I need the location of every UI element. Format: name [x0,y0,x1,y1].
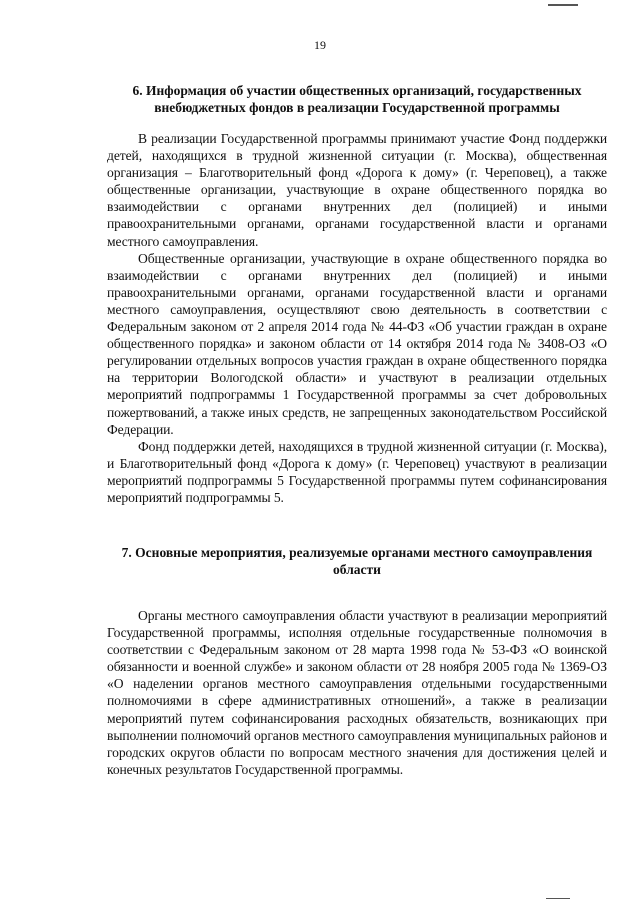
page-number: 19 [314,38,326,52]
section-6-heading: 6. Информация об участии общественных организаций, государственных внебюджетных фондов в реализации Государственной программы [132,83,582,115]
section-7 [107,544,607,778]
section-6-paragraph-2: Общественные организации, участвующие в охране общественного порядка во взаимодействии с органами внутренних дел (полицией) и иными правоохранительными органами, органами государственной власти и органами местного самоуправления, осуществляют свою деятельность в соответствии с Федеральным законом от 2 апреля 2014 года № 44-ФЗ «Об участии граждан в охране общественного порядка» и законом области от 14 октября 2014 года № 3408-ОЗ «О регулировании отдельных вопросов участия граждан в охране общественного порядка на территории Вологодской области» и участвуют в реализации отдельных мероприятий подпрограммы 1 Государственной программы за счет добровольных пожертвований, а также иных средств, не запрещенных законодательством Российской Федерации. [107,250,607,437]
scan-artifact-top [548,4,578,6]
scan-artifact-bottom [546,898,570,900]
section-6-paragraph-3: Фонд поддержки детей, находящихся в трудной жизненной ситуации (г. Москва), и Благотворительный фонд «Дорога к дому» (г. Череповец) участвуют в реализации мероприятий подпрограммы 5 Государственной программы путем софинансирования мероприятий подпрограммы 5. [107,438,607,505]
section-7-paragraph-1: Органы местного самоуправления области участвуют в реализации мероприятий Государственной программы, исполняя отдельные государственные полномочия в соответствии с Федеральным законом от 28 марта 1998 года № 53-ФЗ «О воинской обязанности и военной службе» и законом области от 28 ноября 2005 года № 1369-ОЗ «О наделении органов местного самоуправления отдельными государственными полномочиями в сфере административных отношений», а также в реализации мероприятий путем софинансирования расходных обязательств, возникающих при выполнении полномочий органов местного самоуправления муниципальных районов и городских округов области по вопросам местного значения для достижения целей и конечных результатов Государственной программы. [107,608,607,777]
section-6 [107,82,607,506]
section-6-paragraph-1: В реализации Государственной программы принимают участие Фонд поддержки детей, находящихся в трудной жизненной ситуации (г. Москва), общественная организация – Благотворительный фонд «Дорога к дому» (г. Череповец), а также общественные организации, участвующие в охране общественного порядка во взаимодействии с органами внутренних дел (полицией) и иными правоохранительными органами, органами государственной власти и органами местного самоуправления. [107,131,607,249]
section-7-heading: 7. Основные мероприятия, реализуемые органами местного самоуправления области [121,545,593,577]
